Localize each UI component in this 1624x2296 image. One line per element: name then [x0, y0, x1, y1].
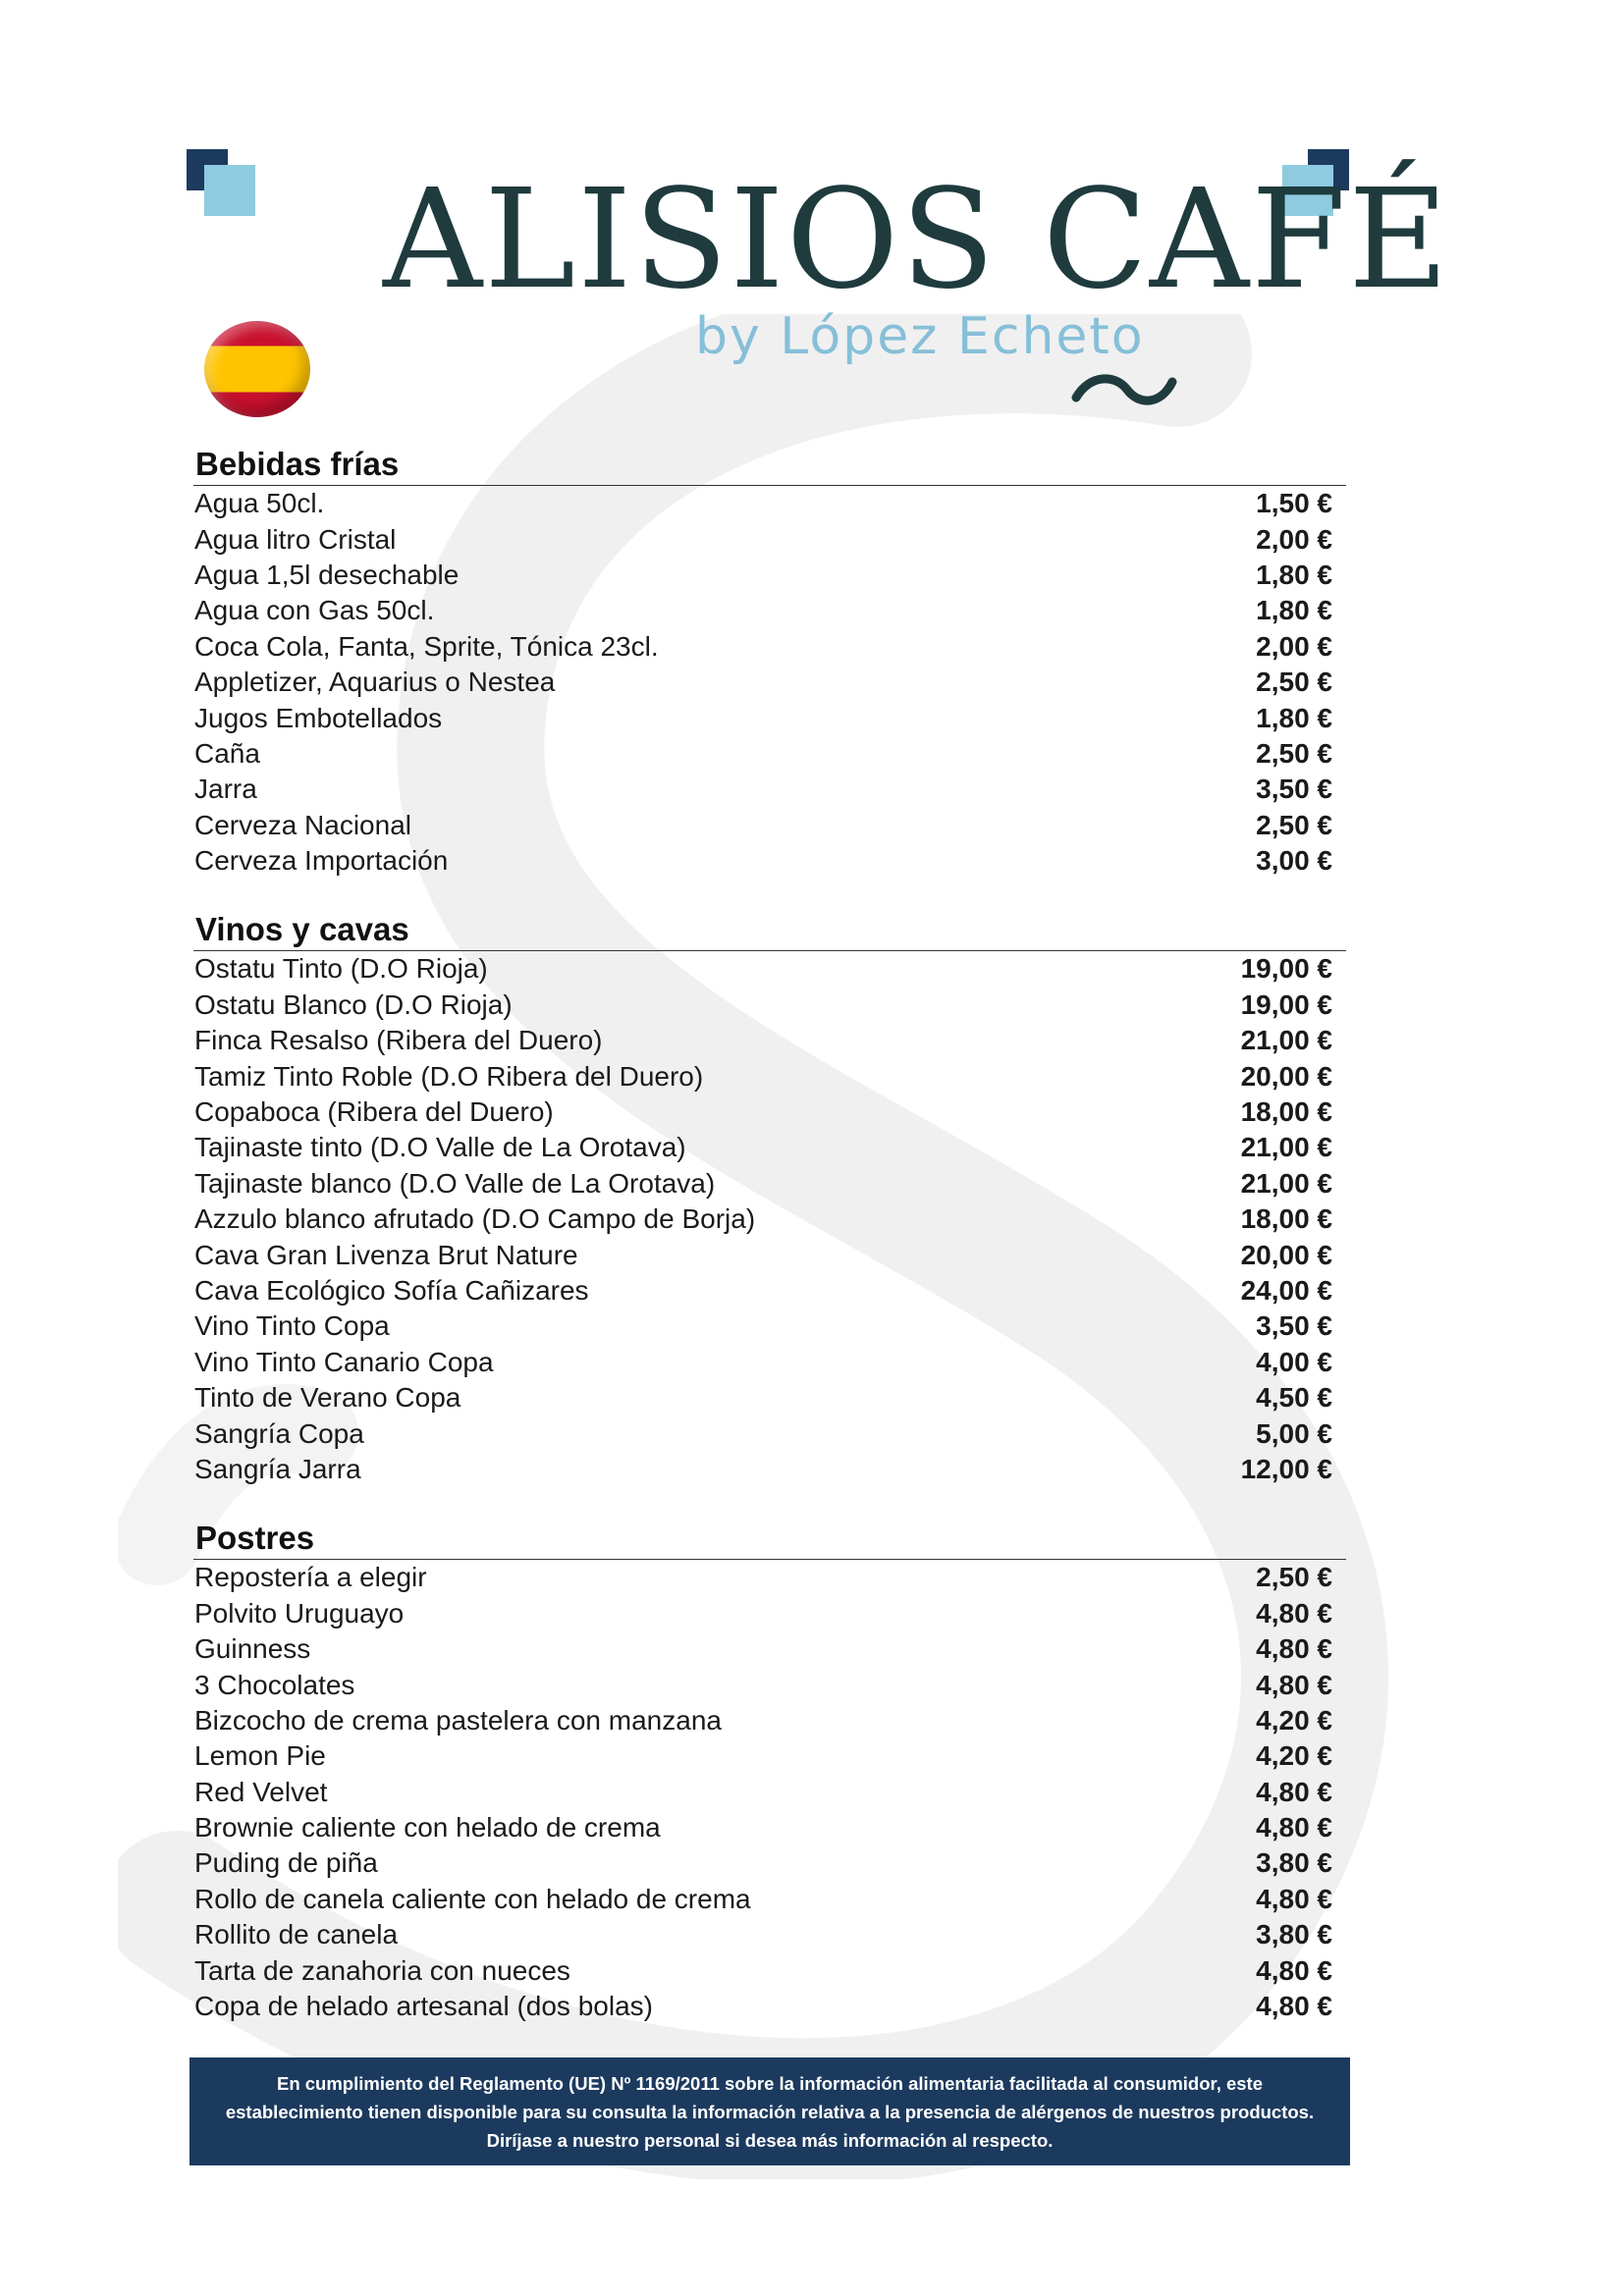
menu-content — [193, 444, 1346, 2055]
swash-icon — [1070, 370, 1178, 409]
item-name: Polvito Uruguayo — [194, 1597, 405, 1629]
menu-item — [193, 1882, 1346, 1917]
item-name: Agua litro Cristal — [194, 523, 397, 555]
item-name: Repostería a elegir — [194, 1562, 427, 1593]
menu-item-list — [193, 951, 1346, 1487]
brand-name: ALISIOS CAFÉ — [383, 160, 1451, 320]
item-name: Ostatu Tinto (D.O Rioja) — [194, 953, 488, 985]
brand-logo — [383, 160, 1451, 417]
item-price: 2,50 € — [1256, 1562, 1332, 1593]
item-price: 4,80 € — [1256, 1776, 1332, 1807]
menu-item — [193, 808, 1346, 843]
item-price: 3,50 € — [1256, 774, 1332, 805]
menu-item — [193, 1095, 1346, 1130]
menu-item — [193, 1345, 1346, 1380]
menu-item — [193, 1201, 1346, 1237]
item-name: Ostatu Blanco (D.O Rioja) — [194, 988, 513, 1020]
item-price: 2,50 € — [1256, 809, 1332, 840]
menu-item — [193, 1130, 1346, 1165]
item-name: Rollito de canela — [194, 1919, 399, 1950]
item-name: Jugos Embotellados — [194, 702, 443, 733]
item-name: Tarta de zanahoria con nueces — [194, 1954, 570, 1986]
item-name: Caña — [194, 737, 260, 769]
item-price: 4,80 € — [1256, 1597, 1332, 1629]
item-name: Cerveza Importación — [194, 845, 449, 877]
item-price: 1,80 € — [1256, 595, 1332, 626]
menu-item-list — [193, 486, 1346, 879]
item-price: 4,80 € — [1256, 1991, 1332, 2022]
item-name: Appletizer, Aquarius o Nestea — [194, 667, 556, 698]
menu-item — [193, 1166, 1346, 1201]
menu-item — [193, 1596, 1346, 1631]
menu-section — [193, 909, 1346, 1487]
menu-item — [193, 1917, 1346, 1952]
item-name: Brownie caliente con helado de crema — [194, 1812, 661, 1843]
menu-item — [193, 1667, 1346, 1702]
menu-item — [193, 1810, 1346, 1845]
menu-item — [193, 1703, 1346, 1738]
notice-line: En cumplimiento del Reglamento (UE) Nº 1169/2011 sobre la información alimentaria facilitada al consumidor, este — [276, 2072, 1263, 2094]
item-name: Guinness — [194, 1633, 311, 1665]
menu-item — [193, 736, 1346, 772]
menu-item-list — [193, 1560, 1346, 2024]
menu-item — [193, 1237, 1346, 1272]
item-price: 4,20 € — [1256, 1740, 1332, 1772]
item-name: Cerveza Nacional — [194, 809, 411, 840]
item-name: Cava Ecológico Sofía Cañizares — [194, 1275, 589, 1306]
item-name: Cava Gran Livenza Brut Nature — [194, 1239, 578, 1270]
menu-item — [193, 521, 1346, 557]
menu-item — [193, 593, 1346, 628]
menu-section — [193, 444, 1346, 879]
menu-item — [193, 1273, 1346, 1308]
item-name: Copaboca (Ribera del Duero) — [194, 1096, 554, 1128]
item-price: 1,80 € — [1256, 702, 1332, 733]
item-name: Copa de helado artesanal (dos bolas) — [194, 1991, 653, 2022]
section-title: Postres — [193, 1518, 1346, 1560]
item-price: 4,80 € — [1256, 1669, 1332, 1700]
item-price: 1,50 € — [1256, 488, 1332, 519]
item-price: 3,00 € — [1256, 845, 1332, 877]
menu-item — [193, 1631, 1346, 1667]
section-title: Bebidas frías — [193, 444, 1346, 486]
item-name: Lemon Pie — [194, 1740, 326, 1772]
item-price: 24,00 € — [1240, 1275, 1332, 1306]
menu-item — [193, 1058, 1346, 1094]
menu-item — [193, 558, 1346, 593]
item-name: Tajinaste blanco (D.O Valle de La Orotava) — [194, 1167, 716, 1199]
item-name: Sangría Copa — [194, 1417, 364, 1449]
item-price: 4,50 € — [1256, 1382, 1332, 1414]
item-price: 12,00 € — [1240, 1453, 1332, 1484]
item-name: Tajinaste tinto (D.O Valle de La Orotava) — [194, 1132, 686, 1163]
item-price: 2,00 € — [1256, 523, 1332, 555]
item-price: 1,80 € — [1256, 559, 1332, 590]
menu-item — [193, 1380, 1346, 1415]
item-name: Tinto de Verano Copa — [194, 1382, 461, 1414]
item-price: 21,00 € — [1240, 1167, 1332, 1199]
item-price: 2,50 € — [1256, 737, 1332, 769]
item-price: 21,00 € — [1240, 1025, 1332, 1056]
menu-item — [193, 1845, 1346, 1881]
item-name: 3 Chocolates — [194, 1669, 355, 1700]
item-price: 5,00 € — [1256, 1417, 1332, 1449]
item-name: Jarra — [194, 774, 257, 805]
item-name: Azzulo blanco afrutado (D.O Campo de Borja) — [194, 1203, 756, 1235]
item-name: Coca Cola, Fanta, Sprite, Tónica 23cl. — [194, 630, 659, 662]
item-name: Agua con Gas 50cl. — [194, 595, 435, 626]
menu-item — [193, 665, 1346, 700]
item-name: Agua 1,5l desechable — [194, 559, 460, 590]
menu-section — [193, 1518, 1346, 2024]
spain-flag-icon[interactable] — [204, 321, 310, 417]
brand-tagline: by López Echeto — [695, 307, 1145, 366]
notice-line: establecimiento tienen disponible para su consulta la información relativa a la presencia de alérgenos de nuestros productos. — [225, 2101, 1315, 2122]
corner-decoration-left — [187, 149, 257, 220]
menu-item — [193, 1775, 1346, 1810]
menu-item — [193, 843, 1346, 879]
item-name: Vino Tinto Copa — [194, 1310, 390, 1342]
item-price: 2,50 € — [1256, 667, 1332, 698]
menu-item — [193, 700, 1346, 735]
item-price: 19,00 € — [1240, 953, 1332, 985]
item-price: 3,50 € — [1256, 1310, 1332, 1342]
menu-item — [193, 1023, 1346, 1058]
menu-item — [193, 988, 1346, 1023]
item-price: 21,00 € — [1240, 1132, 1332, 1163]
item-price: 19,00 € — [1240, 988, 1332, 1020]
section-title: Vinos y cavas — [193, 909, 1346, 951]
item-price: 4,80 € — [1256, 1633, 1332, 1665]
item-price: 18,00 € — [1240, 1096, 1332, 1128]
item-name: Agua 50cl. — [194, 488, 325, 519]
item-price: 20,00 € — [1240, 1239, 1332, 1270]
item-name: Sangría Jarra — [194, 1453, 361, 1484]
item-price: 3,80 € — [1256, 1919, 1332, 1950]
item-price: 4,80 € — [1256, 1954, 1332, 1986]
item-price: 20,00 € — [1240, 1060, 1332, 1092]
notice-line: Diríjase a nuestro personal si desea más información al respecto. — [486, 2129, 1054, 2151]
menu-item — [193, 1738, 1346, 1774]
item-name: Puding de piña — [194, 1847, 378, 1879]
allergen-notice — [189, 2057, 1350, 2165]
item-name: Bizcocho de crema pastelera con manzana — [194, 1704, 722, 1735]
item-name: Rollo de canela caliente con helado de crema — [194, 1883, 751, 1914]
menu-item — [193, 1952, 1346, 1988]
menu-item — [193, 629, 1346, 665]
menu-item — [193, 1452, 1346, 1487]
item-price: 4,80 € — [1256, 1812, 1332, 1843]
item-price: 4,20 € — [1256, 1704, 1332, 1735]
item-price: 3,80 € — [1256, 1847, 1332, 1879]
menu-item — [193, 951, 1346, 987]
menu-item — [193, 1989, 1346, 2024]
menu-item — [193, 1308, 1346, 1344]
menu-item — [193, 1415, 1346, 1451]
item-name: Vino Tinto Canario Copa — [194, 1346, 494, 1377]
item-name: Red Velvet — [194, 1776, 328, 1807]
menu-item — [193, 1560, 1346, 1595]
item-price: 4,80 € — [1256, 1883, 1332, 1914]
menu-item — [193, 772, 1346, 807]
item-name: Finca Resalso (Ribera del Duero) — [194, 1025, 603, 1056]
item-name: Tamiz Tinto Roble (D.O Ribera del Duero) — [194, 1060, 704, 1092]
item-price: 4,00 € — [1256, 1346, 1332, 1377]
item-price: 18,00 € — [1240, 1203, 1332, 1235]
menu-item — [193, 486, 1346, 521]
item-price: 2,00 € — [1256, 630, 1332, 662]
